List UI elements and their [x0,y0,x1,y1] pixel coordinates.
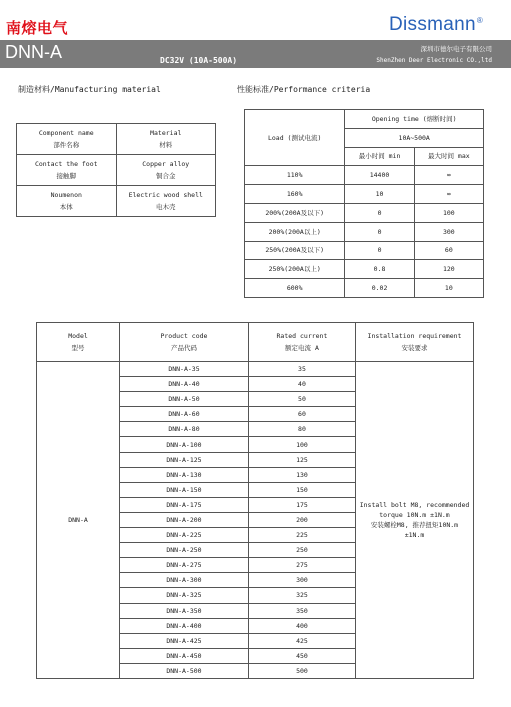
min-time-cell: 0 [345,241,414,260]
product-code-cell: DNN-A-500 [120,663,249,678]
rated-current-cell: 175 [248,497,355,512]
model-header-en: Model [68,332,88,340]
min-time-cell: 0 [345,203,414,222]
product-table-header [37,323,474,362]
install-requirement-cell [355,362,473,679]
component-en: Contact the foot [34,160,98,168]
current-header-cn: 额定电流 A [285,344,319,352]
material-header-cell [116,124,216,155]
rated-current-cell: 350 [248,603,355,618]
material-en: Copper alloy [142,160,190,168]
rated-current-cell: 300 [248,573,355,588]
component-header-en: Component name [38,129,94,137]
load-cell: 200%(200A及以下) [245,203,345,222]
min-time-cell: 10 [345,185,414,204]
rated-current-cell: 275 [248,558,355,573]
product-code-cell: DNN-A-150 [120,482,249,497]
max-time-cell: ∞ [414,185,483,204]
rated-current-cell: 130 [248,467,355,482]
product-code-cell: DNN-A-225 [120,528,249,543]
product-code-cell: DNN-A-250 [120,543,249,558]
model-cell: DNN-A [37,362,120,679]
model-header-cell [37,323,120,362]
product-code-cell: DNN-A-100 [120,437,249,452]
material-table-header [17,124,216,155]
product-code-cell: DNN-A-125 [120,452,249,467]
code-header-cell [120,323,249,362]
company-name-en: ShenZhen Deer Electronic CO.,ltd [376,57,492,64]
table-row [245,222,484,241]
component-header-cell [17,124,117,155]
component-en: Noumenon [50,191,82,199]
brand-name-cn: 南熔电气 [6,19,69,37]
voltage-current-spec: DC32V (10A-500A) [160,56,238,65]
product-code-cell: DNN-A-350 [120,603,249,618]
component-cn: 接触脚 [56,172,76,180]
company-name-cn: 深圳市德尔电子有限公司 [420,45,492,53]
install-requirement-line: Install bolt M8, recommended [359,500,470,509]
product-code-cell: DNN-A-175 [120,497,249,512]
install-header-cn: 安装要求 [401,344,428,352]
performance-header-row [245,110,484,129]
load-cell: 600% [245,279,345,298]
rated-current-cell: 80 [248,422,355,437]
code-header-cn: 产品代码 [170,344,197,352]
product-code-cell: DNN-A-80 [120,422,249,437]
install-header-cell [355,323,473,362]
install-requirement-line: torque 10N.m ±1N.m [379,510,450,519]
product-code-cell: DNN-A-275 [120,558,249,573]
registered-mark: ® [476,15,484,25]
current-header-en: Rated current [276,332,328,340]
min-time-cell: 14400 [345,166,414,185]
product-code-cell: DNN-A-130 [120,467,249,482]
material-cell [116,186,216,217]
product-code-cell: DNN-A-300 [120,573,249,588]
install-requirement-line: ±1N.m [404,530,425,539]
load-cell: 160% [245,185,345,204]
table-row [37,362,474,377]
load-cell: 250%(200A及以下) [245,241,345,260]
rated-current-cell: 500 [248,663,355,678]
rated-current-cell: 60 [248,407,355,422]
rated-current-cell: 35 [248,362,355,377]
rated-current-cell: 250 [248,543,355,558]
current-range: 10A~500A [345,128,484,147]
max-time-cell: 120 [414,260,483,279]
model-header-cn: 型号 [71,344,85,352]
max-time-cell: 100 [414,203,483,222]
load-cell: 250%(200A以上) [245,260,345,279]
max-time-cell: ∞ [414,166,483,185]
rated-current-cell: 200 [248,512,355,527]
product-code-cell: DNN-A-50 [120,392,249,407]
component-header-cn: 部件名称 [53,141,80,149]
product-code-cell: DNN-A-325 [120,588,249,603]
model-title: DNN-A [5,42,62,62]
material-cn: 电木壳 [156,203,176,211]
load-header-cell: Load (测试电流) [245,110,345,166]
material-header-cn: 材料 [159,141,173,149]
install-requirement-line: 安装螺栓M8, 推荐扭矩10N.m [370,520,459,529]
component-cell [17,186,117,217]
table-row [17,186,216,217]
rated-current-cell: 425 [248,633,355,648]
brand-logo [389,14,483,36]
rated-current-cell: 450 [248,648,355,663]
rated-current-cell: 125 [248,452,355,467]
table-row [245,185,484,204]
product-code-cell: DNN-A-400 [120,618,249,633]
rated-current-cell: 400 [248,618,355,633]
rated-current-cell: 225 [248,528,355,543]
performance-table [244,109,484,298]
product-code-cell: DNN-A-200 [120,512,249,527]
max-time-cell: 300 [414,222,483,241]
code-header-en: Product code [160,332,208,340]
product-code-cell: DNN-A-425 [120,633,249,648]
rated-current-cell: 100 [248,437,355,452]
table-row [245,260,484,279]
current-header-cell [248,323,355,362]
load-cell: 200%(200A以上) [245,222,345,241]
min-time-cell: 0.8 [345,260,414,279]
opening-time-header: Opening time (熔断时间) [345,110,484,129]
table-row [245,203,484,222]
install-header-en: Installation requirement [367,332,462,340]
rated-current-cell: 50 [248,392,355,407]
product-table [36,322,474,679]
product-code-cell: DNN-A-35 [120,362,249,377]
component-cn: 本体 [59,203,73,211]
table-row [245,166,484,185]
max-time-cell: 60 [414,241,483,260]
min-time-cell: 0.02 [345,279,414,298]
table-row [17,155,216,186]
table-row [245,279,484,298]
min-time-header: 最小时间 min [345,147,414,166]
material-en: Electric wood shell [128,191,203,199]
title-band [0,40,511,68]
brand-name-en: Dissmann [389,14,476,35]
load-cell: 110% [245,166,345,185]
min-time-cell: 0 [345,222,414,241]
material-header-en: Material [150,129,182,137]
product-code-cell: DNN-A-40 [120,377,249,392]
table-row [245,241,484,260]
rated-current-cell: 40 [248,377,355,392]
rated-current-cell: 325 [248,588,355,603]
material-section-title: 制造材料/Manufacturing material [18,85,161,94]
material-cell [116,155,216,186]
component-cell [17,155,117,186]
max-time-cell: 10 [414,279,483,298]
max-time-header: 最大时间 max [414,147,483,166]
performance-section-title: 性能标准/Performance criteria [237,85,371,94]
material-table [16,123,216,217]
product-code-cell: DNN-A-450 [120,648,249,663]
rated-current-cell: 150 [248,482,355,497]
material-cn: 铜合金 [156,172,176,180]
product-code-cell: DNN-A-60 [120,407,249,422]
